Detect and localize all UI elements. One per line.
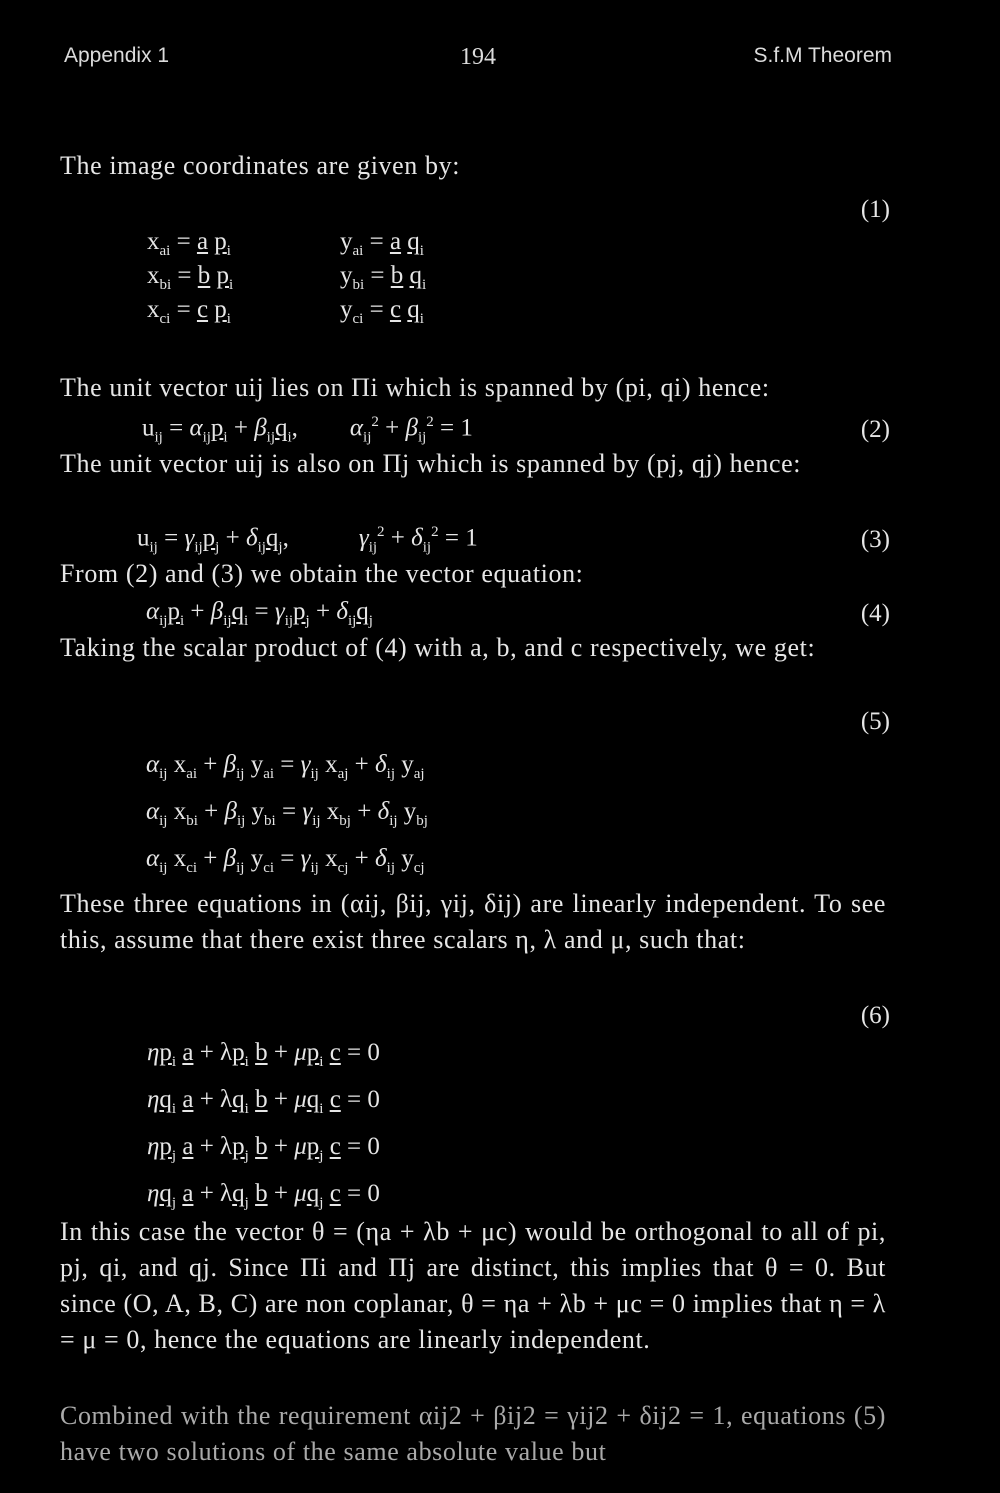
equation-number-5: (5) bbox=[860, 708, 890, 735]
header-right: S.f.M Theorem bbox=[753, 44, 892, 67]
equation-number-3: (3) bbox=[860, 526, 890, 553]
page-number: 194 bbox=[460, 44, 496, 70]
equation-number-2: (2) bbox=[860, 416, 890, 443]
equation-3: $u_{ij} = \gamma_{ij}p_j + \delta_{ij}q_j$, $\gamma_{ij}^2 + \delta_{ij}^2 = 1$ bbox=[137, 524, 478, 556]
equation-block-5: $\alpha_{ij}$ $x_{ai} + \beta_{ij}$ $y_{ai} = \gamma_{ij}$ $x_{aj} + \delta_{ij}$ $y_{aj}$ $\alpha_{ij}$ $x_{bi} + \beta_{ij}$ $y_{bi} = \gamma_{ij}$ $x_{bj} + \delta_{ij}$ $y_{bj}$ $\alpha_{ij}$ $x_{ci} + \beta_{ij}$ $y_{ci} = \gamma_{ij}$ $x_{cj} + \delta_{ij}$ $y_{cj}$ bbox=[146, 751, 428, 876]
equation-2: $u_{ij} = \alpha_{ij}p_i + \beta_{ij}q_i$, $\alpha_{ij}^2 + \beta_{ij}^2 = 1$ bbox=[142, 414, 473, 446]
paragraph-vector-equation: From (2) and (3) we obtain the vector equation: bbox=[60, 559, 584, 588]
paragraph-orthogonal: In this case the vector θ = (ηa + λb + μc) would be orthogonal to all of pi, pj, qi, and qj. Since Πi and Πj are distinct, this implies that θ = 0. But since (O, A, B, C) are non coplanar, θ = ηa + λb + μc = 0 implies that η = λ = μ = 0, hence the equations are linearly independent. bbox=[60, 1217, 886, 1354]
equation-number-4: (4) bbox=[860, 600, 890, 627]
paragraph-scalar-product: Taking the scalar product of (4) with a, b, and c respectively, we get: bbox=[60, 633, 816, 662]
equation-block-1: $x_{ai} = a$ $p_i$ $y_{ai} = a$ $q_i$ $x_{bi} = b$ $p_i$ $y_{bi} = b$ $q_i$ $x_{ci} = c$ $p_i$ $y_{ci} = c$ $q_i$ bbox=[147, 228, 427, 327]
paragraph-intro: The image coordinates are given by: bbox=[60, 151, 461, 180]
equation-4: $\alpha_{ij}p_i + \beta_{ij}q_i = \gamma_{ij}p_j + \delta_{ij}q_j$ bbox=[146, 598, 373, 629]
header-left: Appendix 1 bbox=[64, 44, 170, 67]
equation-number-1: (1) bbox=[860, 196, 890, 223]
equation-block-6: $\eta p_i$ $a + \lambda p_i$ $b + \mu p_i$ c = 0 $\eta q_i$ $a + \lambda q_i$ $b + \mu q_i$ c = 0 $\eta p_j$ $a + \lambda p_j$ $b + \mu p_j$ c = 0 $\eta q_j$ $a + \lambda q_j$ $b + \mu q_j$ c = 0 bbox=[147, 1039, 380, 1211]
paragraph-unit-vector-i: The unit vector uij lies on Πi which is spanned by (pi, qi) hence: bbox=[60, 373, 770, 402]
paragraph-combined: Combined with the requirement αij2 + βij2 = γij2 + δij2 = 1, equations (5) have two solutions of the same absolute value but bbox=[60, 1401, 886, 1466]
paragraph-unit-vector-j: The unit vector uij is also on Πj which is spanned by (pj, qj) hence: bbox=[60, 449, 802, 478]
equation-number-6: (6) bbox=[860, 1002, 890, 1029]
paragraph-linear-independence: These three equations in (αij, βij, γij, δij) are linearly independent. To see this, assume that there exist three scalars η, λ and μ, such that: bbox=[60, 889, 886, 954]
